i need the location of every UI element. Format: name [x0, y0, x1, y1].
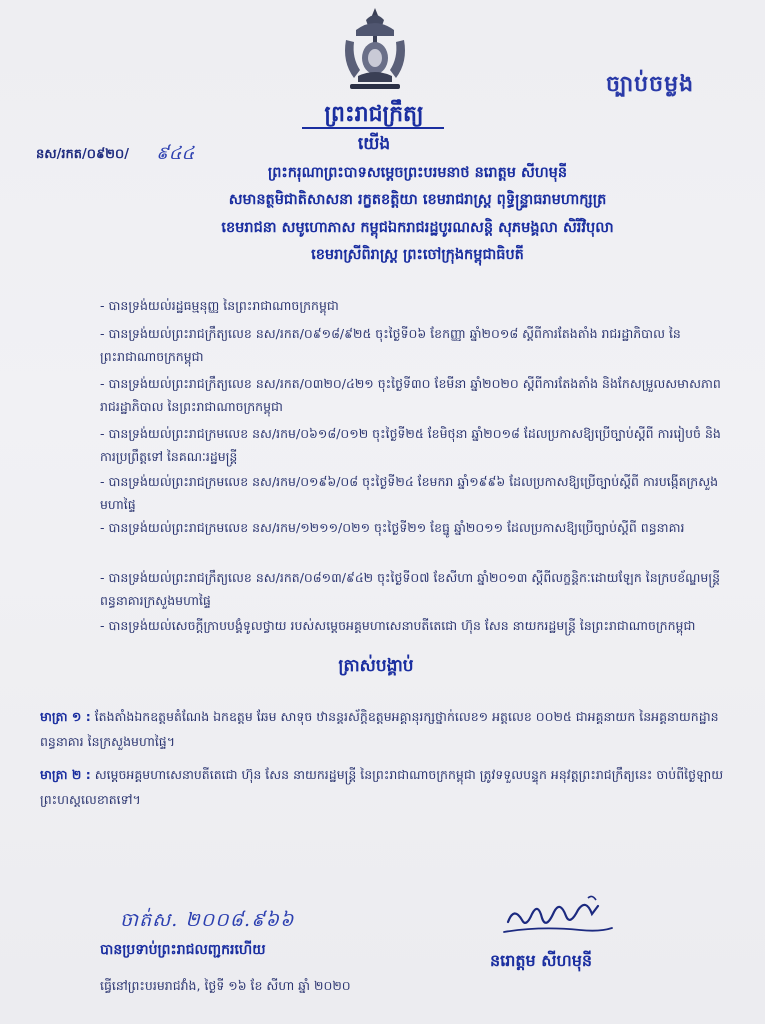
royal-title-line: សមានត្ថមិជាតិសាសនា រក្ខតខត្តិយា ខេមរាជរាស្ត្រ ពុទ្ធិន្ទ្រាធរាមហាក្សត្រ [228, 192, 607, 208]
royal-signature [500, 892, 620, 940]
preamble-item: - បានទ្រង់យល់ព្រះរាជក្រមលេខ នស/រកម/១២១១/០២១ ចុះថ្ងៃទី២១ ខែធ្នូ ឆ្នាំ២០១១ ដែលប្រកាសឱ្យប្រើច្បាប់ស្តីពី ពន្ធនាគារ [100, 520, 685, 535]
royal-title-line: ខេមរាជនា សមូហោភាស កម្ពុជឯករាជរដ្ឋបូរណសន្តិ សុភមង្គលា សិរីវិបុលា [221, 220, 614, 236]
registration-number-handwritten: ចាត់ស. ២០០៨.៩៦៦ [120, 909, 295, 931]
preamble-item: - បានទ្រង់យល់រដ្ឋធម្មនុញ្ញ នៃព្រះរាជាណាចក្រកម្ពុជា [100, 298, 339, 313]
reference-label: នស/រកត/០៩២០/ [36, 147, 129, 162]
signatory-name: នរោត្តម សីហមុនី [490, 951, 593, 970]
article-label: មាត្រា ២ : [40, 767, 91, 782]
preamble-item: - បានទ្រង់យល់ព្រះរាជក្រឹត្យលេខ នស/រកត/០៣២០/៤២១ ចុះថ្ងៃទី៣០ ខែមីនា ឆ្នាំ២០២០ ស្តីពីការតែងតាំង និងកែសម្រួលសមាសភាពរាជរដ្ឋាភិបាល នៃព្រះរាជាណាចក្រកម្ពុជា [100, 376, 721, 414]
document-title: ព្រះរាជក្រឹត្យ [324, 102, 424, 127]
copy-stamp: ច្បាប់ចម្លង [606, 72, 695, 97]
preamble-item: - បានទ្រង់យល់សេចក្តីក្រាបបង្គំទូលថ្វាយ របស់សម្តេចអគ្គមហាសេនាបតីតេជោ ហ៊ុន សែន នាយករដ្ឋមន្ត្រី នៃព្រះរាជាណាចក្រកម្ពុជា [100, 618, 696, 633]
article-label: មាត្រា ១ : [40, 709, 91, 724]
issue-date: ធ្វើនៅព្រះបរមរាជវាំង, ថ្ងៃទី ១៦ ខែ សីហា ឆ្នាំ ២០២០ [100, 978, 351, 993]
preamble-item: - បានទ្រង់យល់ព្រះរាជក្រឹត្យលេខ នស/រកត/០៩១៨/៩២៥ ចុះថ្ងៃទី០៦ ខែកញ្ញា ឆ្នាំ២០១៨ ស្តីពីការតែងតាំង រាជរដ្ឋាភិបាល នៃព្រះរាជាណាចក្រកម្ពុជា [100, 326, 681, 364]
seal-applied-note: បានប្រទាប់ព្រះរាជលញ្ជករហើយ [100, 942, 266, 958]
article-1 [40, 704, 730, 754]
reference-number-handwritten: ៩៤៤ [156, 143, 195, 164]
decree-title: ត្រាស់បង្គាប់ [338, 656, 414, 676]
article-2 [40, 762, 730, 812]
royal-title-line: ព្រះករុណាព្រះបាទសម្តេចព្រះបរមនាថ នរោត្តម សីហមុនី [267, 165, 568, 181]
article-text: តែងតាំងឯកឧត្តមតំណែង ឯកឧត្តម ឆែម សាទុច ឋានន្តរស័ក្តិឧត្តមអគ្គានុរក្សថ្នាក់លេខ១ អត្តលេខ ០០២៥ ជាអគ្គនាយក នៃអគ្គនាយកដ្ឋានពន្ធនាគារ នៃក្រសួងមហាផ្ទៃ។ [40, 709, 719, 749]
article-text: សម្តេចអគ្គមហាសេនាបតីតេជោ ហ៊ុន សែន នាយករដ្ឋមន្ត្រី នៃព្រះរាជាណាចក្រកម្ពុជា ត្រូវទទួលបន្ទុក អនុវត្តព្រះរាជក្រឹត្យនេះ ចាប់ពីថ្ងៃឡាយព្រះហស្តលេខាតទៅ។ [40, 767, 724, 807]
preamble-item: - បានទ្រង់យល់ព្រះរាជក្រមលេខ នស/រកម/០៦១៨/០១២ ចុះថ្ងៃទី២៥ ខែមិថុនា ឆ្នាំ២០១៨ ដែលប្រកាសឱ្យប្រើច្បាប់ស្តីពី ការរៀបចំ និងការប្រព្រឹត្តទៅ នៃគណៈរដ្ឋមន្ត្រី [100, 426, 721, 464]
royal-arms-icon [336, 6, 414, 92]
preamble-item: - បានទ្រង់យល់ព្រះរាជក្រមលេខ នស/រកម/០១៩៦/០៨ ចុះថ្ងៃទី២៤ ខែមករា ឆ្នាំ១៩៩៦ ដែលប្រកាសឱ្យប្រើច្បាប់ស្តីពី ការបង្កើតក្រសួងមហាផ្ទៃ [100, 474, 719, 512]
preamble-item: - បានទ្រង់យល់ព្រះរាជក្រឹត្យលេខ នស/រកត/០៨១៣/៩៤២ ចុះថ្ងៃទី០៧ ខែសីហា ឆ្នាំ២០១៣ ស្តីពីលក្ខន្តិកៈដោយឡែក នៃក្របខ័ណ្ឌមន្ត្រីពន្ធនាគារក្រសួងមហាផ្ទៃ [100, 570, 721, 608]
title-underline [302, 127, 444, 129]
royal-title-line: ខេមរាស្រីពិរាស្ត្រ ព្រះចៅក្រុងកម្ពុជាធិបតី [311, 247, 524, 263]
document-subtitle: យើង [357, 134, 391, 154]
